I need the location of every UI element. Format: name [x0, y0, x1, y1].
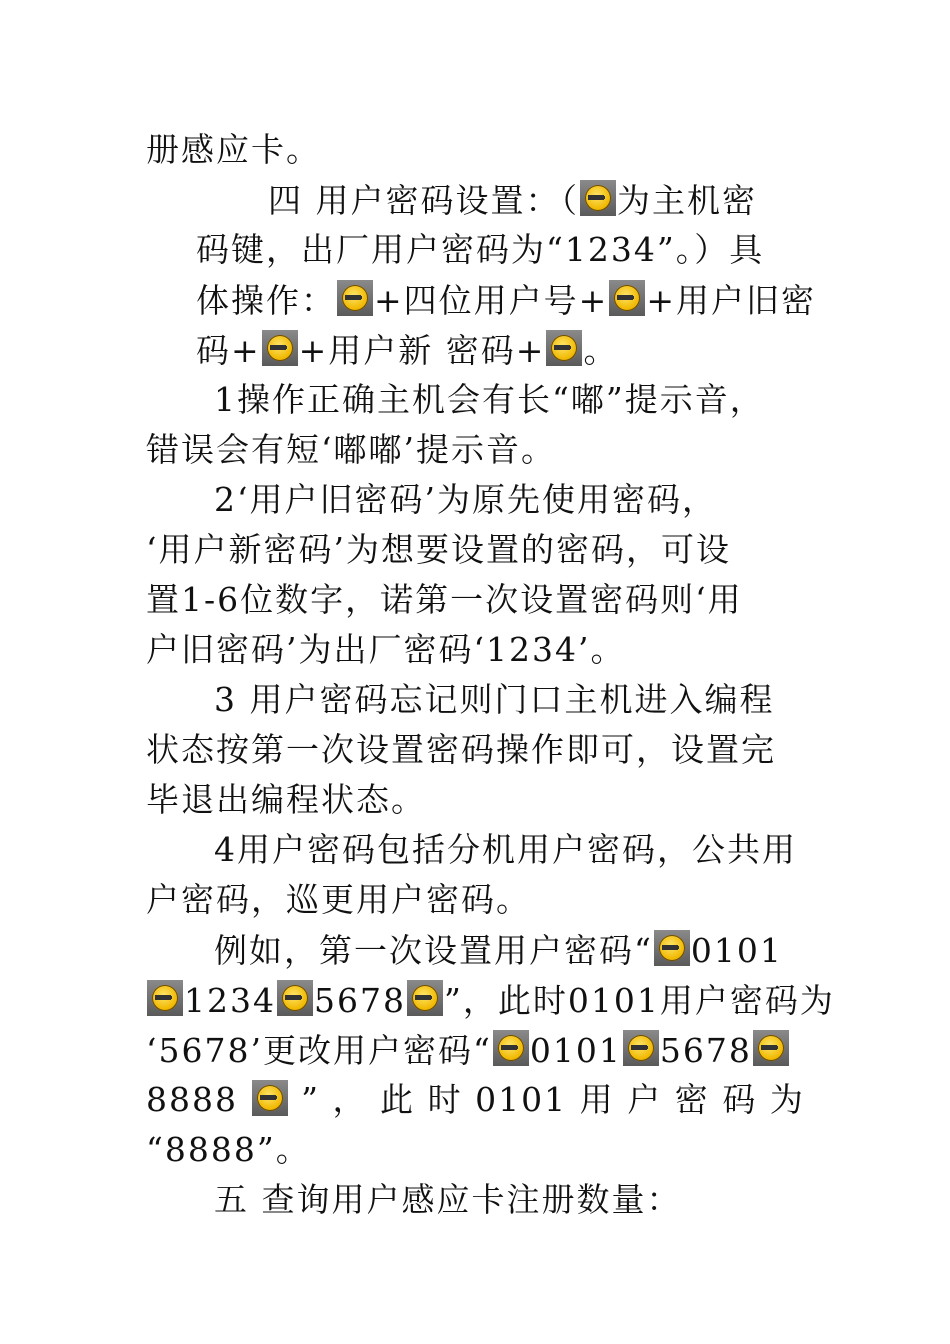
master-password-key-icon [609, 280, 645, 316]
text-segment: 错误会有短‘嘟嘟’提示音。 [146, 430, 556, 469]
text-segment: 用 [579, 1080, 615, 1119]
text-segment: 时 [427, 1080, 463, 1119]
text-line [146, 630, 625, 670]
text-segment: 0101 [475, 1080, 568, 1119]
text-segment: 码 [722, 1080, 758, 1119]
text-segment: 1操作正确主机会有长“嘟”提示音， [214, 380, 765, 419]
master-password-key-icon [147, 980, 183, 1016]
master-password-key-icon [493, 1030, 529, 1066]
text-line [214, 1180, 682, 1220]
text-line [214, 680, 775, 720]
text-line [196, 230, 764, 270]
text-segment: ”，此时0101用户密码为 [443, 981, 835, 1020]
master-password-key-icon [337, 280, 373, 316]
text-segment: 例如，第一次设置用户密码“ [214, 931, 653, 970]
master-password-key-icon [580, 180, 616, 216]
text-segment: 。 [583, 331, 619, 370]
text-line [146, 880, 531, 920]
text-line [196, 280, 816, 321]
text-segment: 1234 [184, 981, 276, 1020]
master-password-key-icon [753, 1030, 789, 1066]
text-segment: 码键，出厂用户密码为“1234”。）具 [196, 230, 765, 269]
text-line [196, 330, 618, 371]
text-segment: 户密码，巡更用户密码。 [146, 880, 531, 919]
text-segment: 3 用户密码忘记则门口主机进入编程 [214, 680, 775, 719]
text-segment: 毕退出编程状态。 [146, 780, 426, 819]
text-line [268, 180, 757, 221]
text-segment: 为主机密 [617, 181, 757, 220]
text-segment: 此 [380, 1080, 416, 1119]
text-line [146, 580, 743, 620]
text-segment: 户旧密码’为出厂密码‘1234’。 [146, 630, 626, 669]
text-segment: 四 用户密码设置：（ [268, 181, 579, 220]
master-password-key-icon [277, 980, 313, 1016]
text-segment: ” [301, 1080, 320, 1119]
text-segment: 密 [674, 1080, 710, 1119]
text-segment: “8888”。 [146, 1130, 311, 1169]
text-line [146, 730, 776, 770]
text-segment: ‘用户新密码’为想要设置的密码，可设 [146, 530, 731, 569]
master-password-key-icon [654, 930, 690, 966]
text-line [146, 130, 321, 170]
text-line [146, 1030, 790, 1071]
text-segment: +四位用户号+ [374, 281, 609, 320]
master-password-key-icon [623, 1030, 659, 1066]
text-segment: 为 [769, 1080, 805, 1119]
master-password-key-icon [262, 330, 298, 366]
text-line [214, 930, 783, 971]
text-segment: 状态按第一次设置密码操作即可，设置完 [146, 730, 776, 769]
text-segment: 8888 [146, 1080, 238, 1119]
text-line [146, 1080, 805, 1120]
text-segment: 4用户密码包括分机用户密码，公共用 [214, 830, 797, 869]
text-segment: 册感应卡。 [146, 130, 321, 169]
text-segment: 置1-6位数字，诺第一次设置密码则‘用 [146, 580, 743, 619]
text-line [214, 380, 765, 420]
text-line [146, 530, 731, 570]
text-segment: 户 [627, 1080, 663, 1119]
text-segment: 5678 [659, 1031, 752, 1070]
text-line [146, 1130, 311, 1170]
text-segment: +用户旧密 [646, 281, 816, 320]
text-segment: 五 查询用户感应卡注册数量： [214, 1180, 682, 1219]
text-segment: ‘5678’更改用户密码“ [146, 1031, 492, 1070]
text-segment: 5678 [313, 981, 406, 1020]
master-password-key-icon [407, 980, 443, 1016]
text-line [214, 830, 797, 870]
text-segment: 0101 [690, 931, 783, 970]
text-line [214, 480, 717, 520]
text-segment: 体操作： [196, 281, 336, 320]
text-line [146, 430, 556, 470]
text-segment: 2‘用户旧密码’为原先使用密码， [214, 480, 717, 519]
master-password-key-icon [546, 330, 582, 366]
text-segment: +用户新 密码+ [298, 331, 546, 370]
text-line [146, 980, 835, 1021]
master-password-key-icon [252, 1080, 288, 1116]
text-line [146, 780, 426, 820]
text-segment: 码+ [196, 331, 261, 370]
text-segment: 0101 [529, 1031, 622, 1070]
text-segment: ， [332, 1080, 368, 1119]
